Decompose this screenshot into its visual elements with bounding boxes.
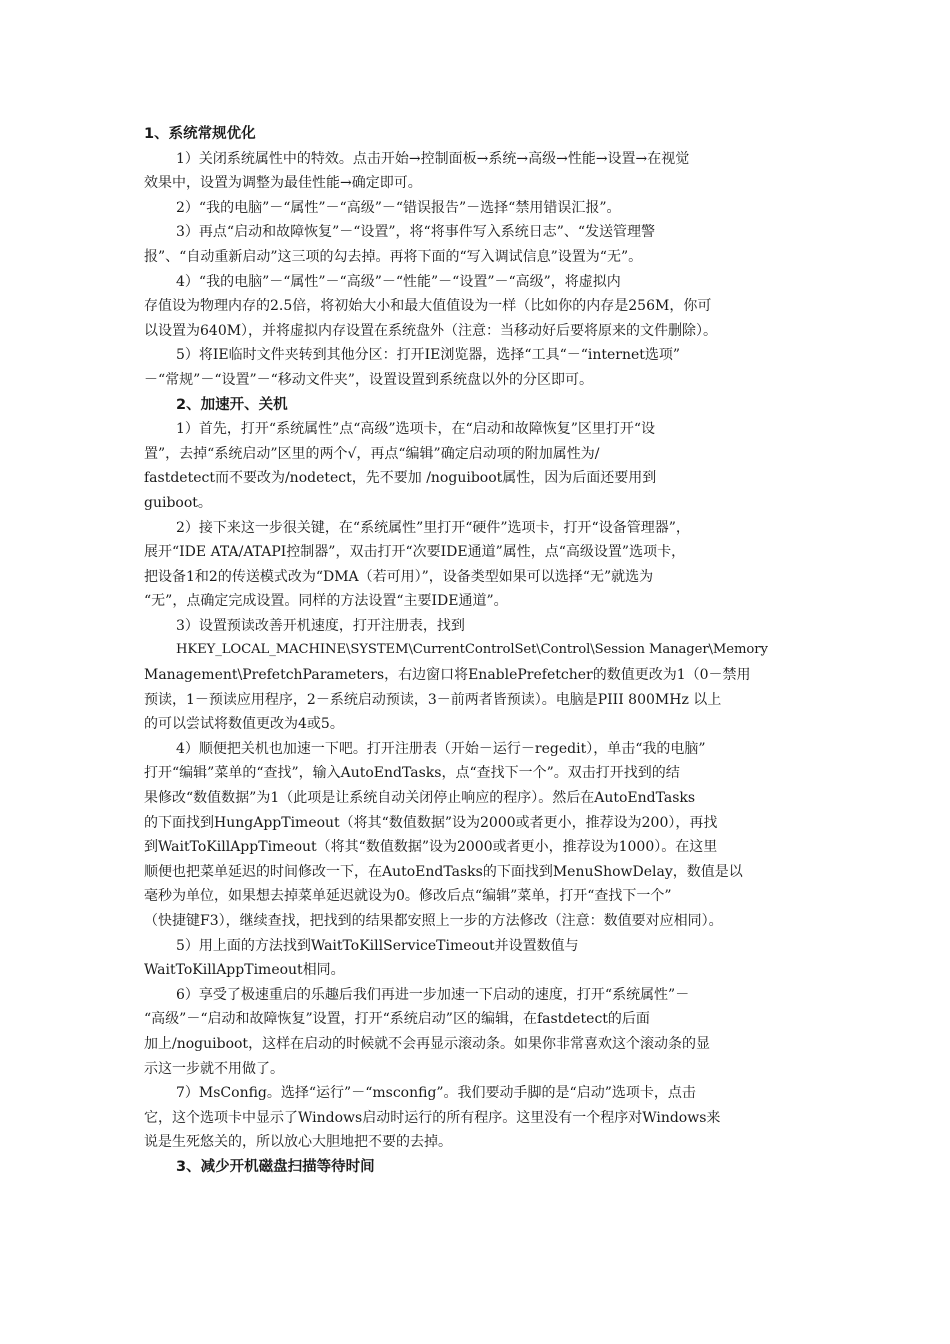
text-line: 示这一步就不用做了。 [144,1060,284,1077]
text-line: 2）“我的电脑”－“属性”－“高级”－“错误报告”－选择“禁用错误汇报”。 [176,199,621,216]
text-line: 7）MsConfig。选择“运行”－“msconfig”。我们要动手脚的是“启动”选项卡，点击 [176,1085,696,1102]
text-line: 5）用上面的方法找到WaitToKillServiceTimeout并设置数值与 [176,937,579,954]
text-line: Management\PrefetchParameters，右边窗口将EnablePrefetcher的数值更改为1（0－禁用 [144,667,751,684]
text-line: 2）接下来这一步很关键，在“系统属性”里打开“硬件”选项卡，打开“设备管理器”， [176,519,690,536]
text-line: 毫秒为单位，如果想去掉菜单延迟就设为0。修改后点“编辑”菜单，打开“查找下一个” [144,888,672,905]
text-line: 把设备1和2的传送模式改为“DMA（若可用）”，设备类型如果可以选择“无”就选为 [144,568,654,585]
text-line: 1）首先，打开“系统属性”点“高级”选项卡，在“启动和故障恢复”区里打开“设 [176,421,656,438]
text-line: 存值设为物理内存的2.5倍，将初始大小和最大值值设为一样（比如你的内存是256M，你可 [144,298,712,315]
section-heading: 1、系统常规优化 [144,126,256,142]
text-line: HKEY_LOCAL_MACHINE\SYSTEM\CurrentControlSet\Control\Session Manager\Memory [176,642,768,658]
text-line: 效果中，设置为调整为最佳性能→确定即可。 [144,175,422,192]
text-line: 以设置为640M），并将虚拟内存设置在系统盘外（注意：当移动好后要将原来的文件删除）。 [144,322,718,339]
text-line: 加上/noguiboot，这样在启动的时候就不会再显示滚动条。如果你非常喜欢这个滚动条的显 [144,1035,711,1052]
text-line: 5）将IE临时文件夹转到其他分区：打开IE浏览器，选择“工具“－“internet选项” [176,347,681,364]
document-body [144,122,812,1180]
text-line: －“常规”－“设置”－“移动文件夹”，设置设置到系统盘以外的分区即可。 [144,371,593,388]
text-line: 3）再点“启动和故障恢复”－“设置”，将“将事件写入系统日志”、“发送管理警 [176,224,656,241]
text-line: 6）享受了极速重启的乐趣后我们再进一步加速一下启动的速度，打开“系统属性”－ [176,986,690,1003]
text-line: fastdetect而不要改为/nodetect，先不要加 /noguiboot属性，因为后面还要用到 [144,470,657,487]
text-line: （快捷键F3），继续查找，把找到的结果都安照上一步的方法修改（注意：数值要对应相同）。 [144,913,723,929]
text-line: 的可以尝试将数值更改为4或5。 [144,716,344,733]
text-line: 的下面找到HungAppTimeout（将其“数值数据”设为2000或者更小，推荐设为200），再找 [144,814,718,831]
text-line: 预读，1－预读应用程序，2－系统启动预读，3－前两者皆预读）。电脑是PIII 800MHz 以上 [144,691,722,708]
text-line: “无”，点确定完成设置。同样的方法设置“主要IDE通道”。 [144,593,508,610]
text-line: 报”、“自动重新启动”这三项的勾去掉。再将下面的“写入调试信息”设置为“无”。 [144,248,643,265]
text-line: 3）设置预读改善开机速度，打开注册表，找到 [176,617,465,634]
text-line: 4）“我的电脑”－“属性”－“高级”－“性能”－“设置”－“高级”，将虚拟内 [176,273,621,290]
text-line: 置”，去掉“系统启动”区里的两个√，再点“编辑”确定启动项的附加属性为/ [144,445,600,462]
text-line: 展开“IDE ATA/ATAPI控制器”，双击打开“次要IDE通道”属性，点“高级设置”选项卡， [144,544,686,561]
text-line: WaitToKillAppTimeout相同。 [144,962,345,979]
text-line: 果修改“数值数据”为1（此项是让系统自动关闭停止响应的程序）。然后在AutoEndTasks [144,790,696,807]
text-line: guiboot。 [144,494,212,511]
text-line: 4）顺便把关机也加速一下吧。打开注册表（开始－运行－regedit），单击“我的电脑” [176,740,706,757]
section-heading: 3、减少开机磁盘扫描等待时间 [176,1158,375,1175]
section-heading: 2、加速开、关机 [176,396,288,413]
text-line: 1）关闭系统属性中的特效。点击开始→控制面板→系统→高级→性能→设置→在视觉 [176,150,690,167]
text-line: “高级”－“启动和故障恢复”设置，打开“系统启动”区的编辑，在fastdetect的后面 [144,1011,650,1028]
text-line: 它，这个选项卡中显示了Windows启动时运行的所有程序。这里没有一个程序对Windows来 [144,1109,721,1126]
text-line: 顺便也把菜单延迟的时间修改一下，在AutoEndTasks的下面找到MenuShowDelay，数值是以 [144,863,743,880]
text-line: 打开“编辑”菜单的“查找”，输入AutoEndTasks，点“查找下一个”。双击打开找到的结 [144,765,680,782]
text-line: 到WaitToKillAppTimeout（将其“数值数据”设为2000或者更小，推荐设为1000）。在这里 [144,839,718,856]
text-line: 说是生死悠关的，所以放心大胆地把不要的去掉。 [144,1134,452,1151]
